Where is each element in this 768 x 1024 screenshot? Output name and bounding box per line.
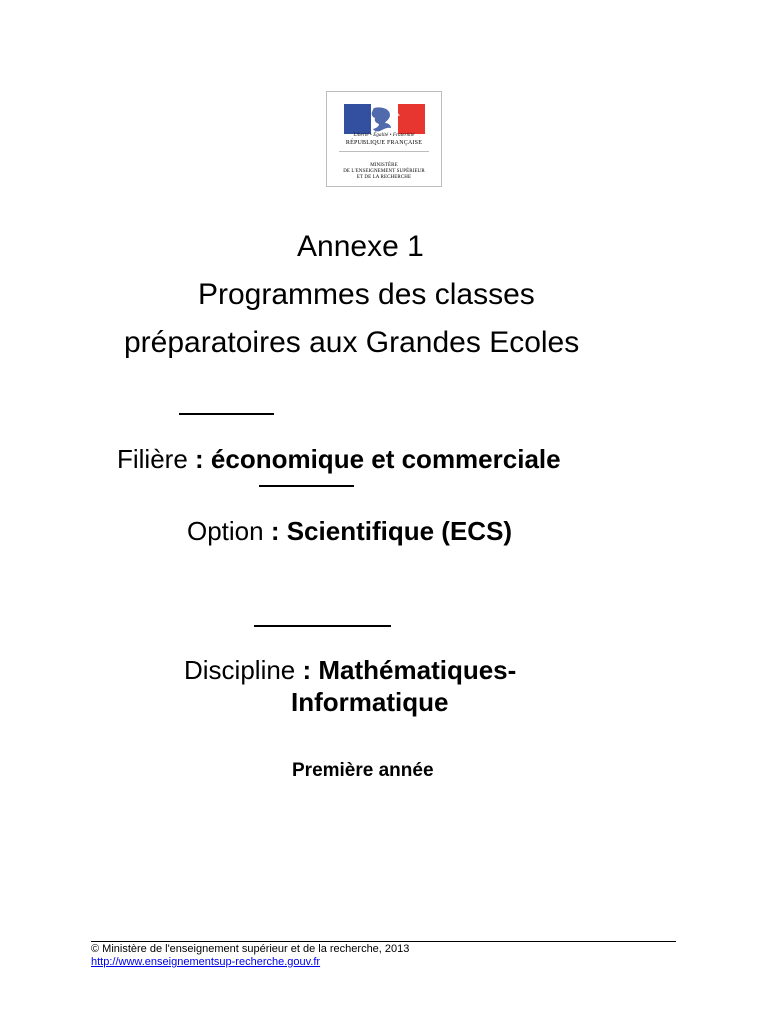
filiere-label: Filière	[117, 444, 188, 474]
discipline-value-continued: Informatique	[291, 687, 449, 717]
option-label: Option	[187, 516, 264, 546]
discipline-value: : Mathématiques-	[295, 655, 517, 685]
logo-ministry-name	[327, 163, 441, 181]
logo-ministry-line: MINISTÈRE	[370, 163, 398, 168]
divider-rule	[259, 485, 354, 487]
divider-rule	[179, 413, 274, 415]
discipline-line	[184, 654, 516, 686]
marianne-flag-icon	[344, 104, 425, 134]
program-title-line-1: Programmes des classes	[198, 278, 535, 311]
logo-motto: Liberté • Égalité • Fraternité	[353, 133, 415, 138]
discipline-label: Discipline	[184, 655, 296, 685]
annex-title: Annexe 1	[297, 230, 424, 263]
logo-republic-name: RÉPUBLIQUE FRANÇAISE	[345, 140, 423, 146]
divider-rule	[254, 625, 391, 627]
logo-divider	[339, 151, 429, 152]
year-label: Première année	[292, 760, 434, 781]
footer-link[interactable]: http://www.enseignementsup-recherche.gouv.fr	[91, 956, 321, 968]
filiere-line	[117, 443, 561, 475]
ministry-logo	[326, 91, 442, 187]
filiere-value: : économique et commerciale	[187, 444, 561, 474]
footer-copyright: © Ministère de l'enseignement supérieur et de la recherche, 2013	[91, 943, 410, 955]
logo-ministry-line: ET DE LA RECHERCHE	[356, 175, 412, 180]
footer-rule	[91, 941, 676, 942]
logo-ministry-line: DE L'ENSEIGNEMENT SUPÉRIEUR	[343, 169, 425, 174]
option-line	[187, 515, 512, 547]
option-value: : Scientifique (ECS)	[263, 516, 513, 546]
program-title-line-2: préparatoires aux Grandes Ecoles	[124, 326, 580, 359]
